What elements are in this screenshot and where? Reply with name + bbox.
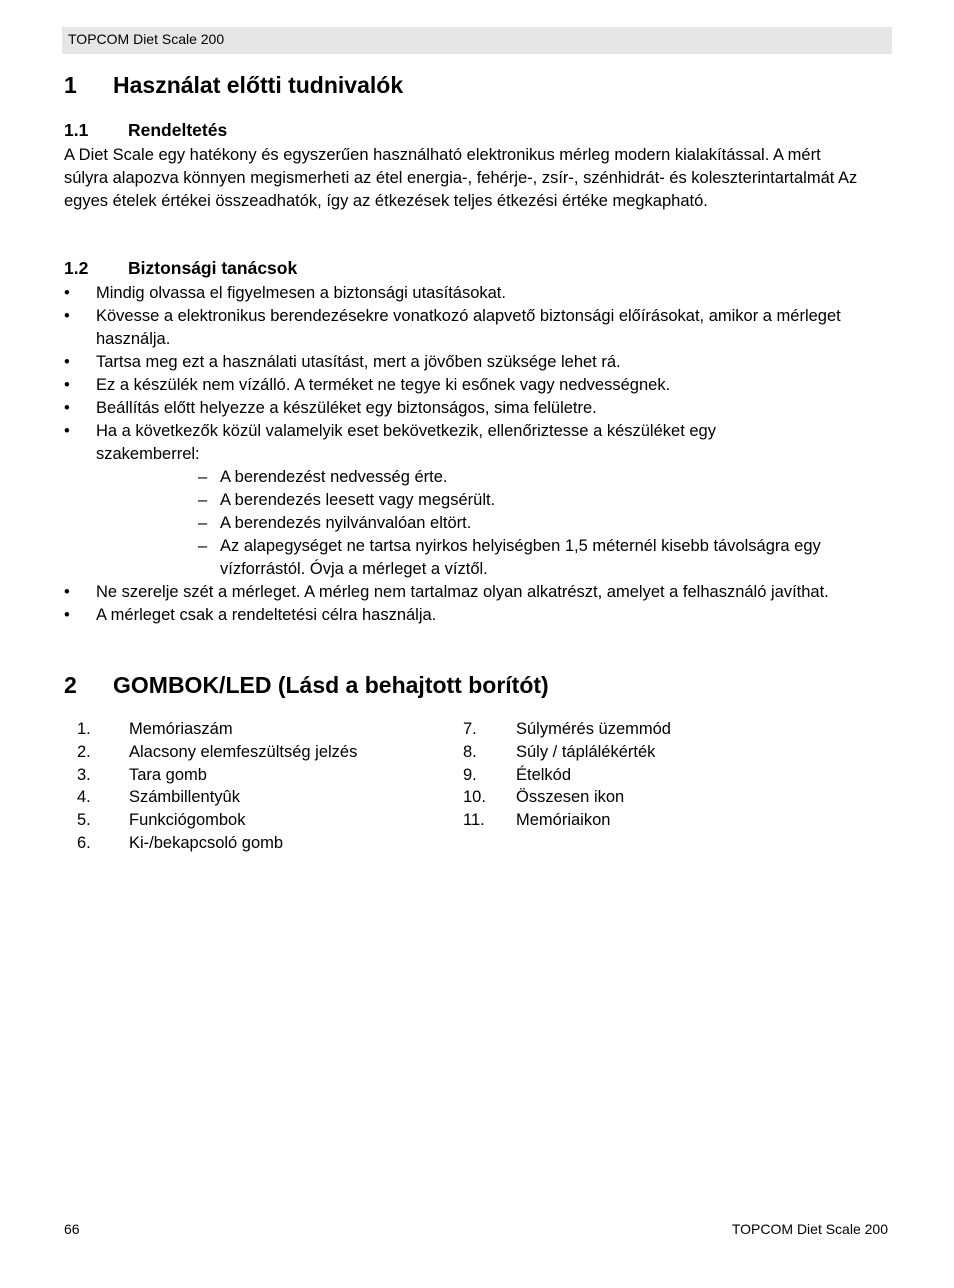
legend-number: 6. [77,833,91,852]
bullet-mark: • [64,353,70,371]
legend-number: 7. [463,720,477,738]
dash-mark: – [198,468,208,486]
bullet-mark: • [64,422,70,440]
safety-item-text: Ne szerelje szét a mérleget. A mérleg nem tartalmaz olyan alkatrészt, amelyet a felhasználó javíthat. [96,583,829,601]
service-condition-item [64,535,884,581]
subsection-1-2-heading [64,257,297,279]
bullet-mark: • [64,583,70,601]
footer-product-name: TOPCOM Diet Scale 200 [731,1221,888,1237]
safety-item-text: A mérleget csak a rendeltetési célra használja. [96,606,437,624]
dash-mark: – [198,514,208,532]
legend-label: Számbillentyûk [129,788,240,807]
section-2-number: 2 [64,672,77,698]
legend-item [463,809,671,832]
safety-item-text: Kövesse a elektronikus berendezésekre vonatkozó alapvető biztonsági előírásokat, amikor a mérleget használja. [96,307,841,348]
service-condition-text: A berendezés nyilvánvalóan eltört. [220,514,472,532]
legend-item [77,764,357,787]
section-2-heading [64,671,549,699]
legend-item [463,718,671,741]
bullet-mark: • [64,307,70,325]
safety-item [64,397,884,420]
legend-number: 11. [463,811,485,830]
safety-item-text: Ez a készülék nem vízálló. A terméket ne tegye ki esőnek vagy nedvességnek. [96,376,671,394]
section-2-title: GOMBOK/LED (Lásd a behajtott borítót) [113,672,549,698]
legend-item [77,832,357,855]
safety-item [64,581,884,604]
running-header-title: TOPCOM Diet Scale 200 [68,31,225,47]
legend-number: 5. [77,811,91,830]
legend-label: Súlymérés üzemmód [516,720,671,738]
service-condition-item [64,489,884,512]
legend-item [463,741,671,764]
intended-use-paragraph: A Diet Scale egy hatékony és egyszerűen használható elektronikus mérleg modern kialakítással. A mért súlyra alapozva könnyen megismerheti az étel energia-, fehérje-, zsír-, szénhidrát- és koleszterintartalmát Az egyes ételek értékei összeadhatók, így az étkezések teljes étkezési értéke megkapható. [64,146,858,210]
bullet-mark: • [64,284,70,302]
subsection-1-1-heading [64,119,227,141]
legend-item [463,764,671,787]
legend-number: 8. [463,742,477,761]
section-1-title: Használat előtti tudnivalók [113,72,404,98]
sub-list-container [64,466,884,581]
service-condition-item [64,466,884,489]
subsection-1-1-title: Rendeltetés [128,120,228,140]
safety-list [64,282,884,627]
legend-item [463,786,671,809]
safety-item [64,374,884,397]
legend-number: 4. [77,788,91,807]
section-1-heading [64,71,403,99]
page-number: 66 [64,1221,80,1237]
dash-mark: – [198,537,208,555]
legend-number: 9. [463,765,477,784]
legend-label: Súly / táplálékérték [516,742,656,761]
legend-number: 1. [77,720,91,738]
subsection-1-2-title: Biztonsági tanácsok [128,258,298,278]
bullet-mark: • [64,399,70,417]
legend-label: Ki-/bekapcsoló gomb [129,833,284,852]
service-condition-text: Az alapegységet ne tartsa nyirkos helyiségben 1,5 méternél kisebb távolságra egy vízforrástól. Óvja a mérleget a víztől. [220,537,821,578]
service-conditions-list [64,466,884,581]
service-condition-item [64,512,884,535]
subsection-1-1-number: 1.1 [64,120,89,140]
legend-item [77,718,357,741]
legend-list-left [77,718,357,855]
legend-number: 3. [77,765,91,784]
running-header [62,27,892,54]
legend-number: 10. [463,788,486,807]
legend-item [77,786,357,809]
subsection-1-2-number: 1.2 [64,258,89,278]
legend-item [77,809,357,832]
service-condition-text: A berendezést nedvesség érte. [220,468,448,486]
legend-label: Tara gomb [129,765,207,784]
legend-label: Összesen ikon [516,788,625,807]
safety-item-text: Ha a következők közül valamelyik eset bekövetkezik, ellenőriztesse a készüléket egy szakemberrel: [96,422,716,463]
legend-label: Memóriaikon [516,811,611,830]
safety-item [64,351,884,374]
service-condition-text: A berendezés leesett vagy megsérült. [220,491,496,509]
bullet-mark: • [64,376,70,394]
safety-item [64,604,884,627]
legend-label: Memóriaszám [129,720,233,738]
section-1-number: 1 [64,72,77,98]
legend-number: 2. [77,742,91,761]
legend-label: Alacsony elemfeszültség jelzés [129,742,358,761]
safety-item [64,305,884,351]
safety-item-text: Mindig olvassa el figyelmesen a biztonsági utasításokat. [96,284,506,302]
bullet-mark: • [64,606,70,624]
dash-mark: – [198,491,208,509]
legend-label: Funkciógombok [129,811,246,830]
safety-item-text: Tartsa meg ezt a használati utasítást, mert a jövőben szüksége lehet rá. [96,353,621,371]
legend-list-right [463,718,671,832]
legend-label: Ételkód [516,765,572,784]
legend-item [77,741,357,764]
safety-item-text: Beállítás előtt helyezze a készüléket egy biztonságos, sima felületre. [96,399,597,417]
safety-item [64,282,884,305]
safety-item [64,420,884,466]
